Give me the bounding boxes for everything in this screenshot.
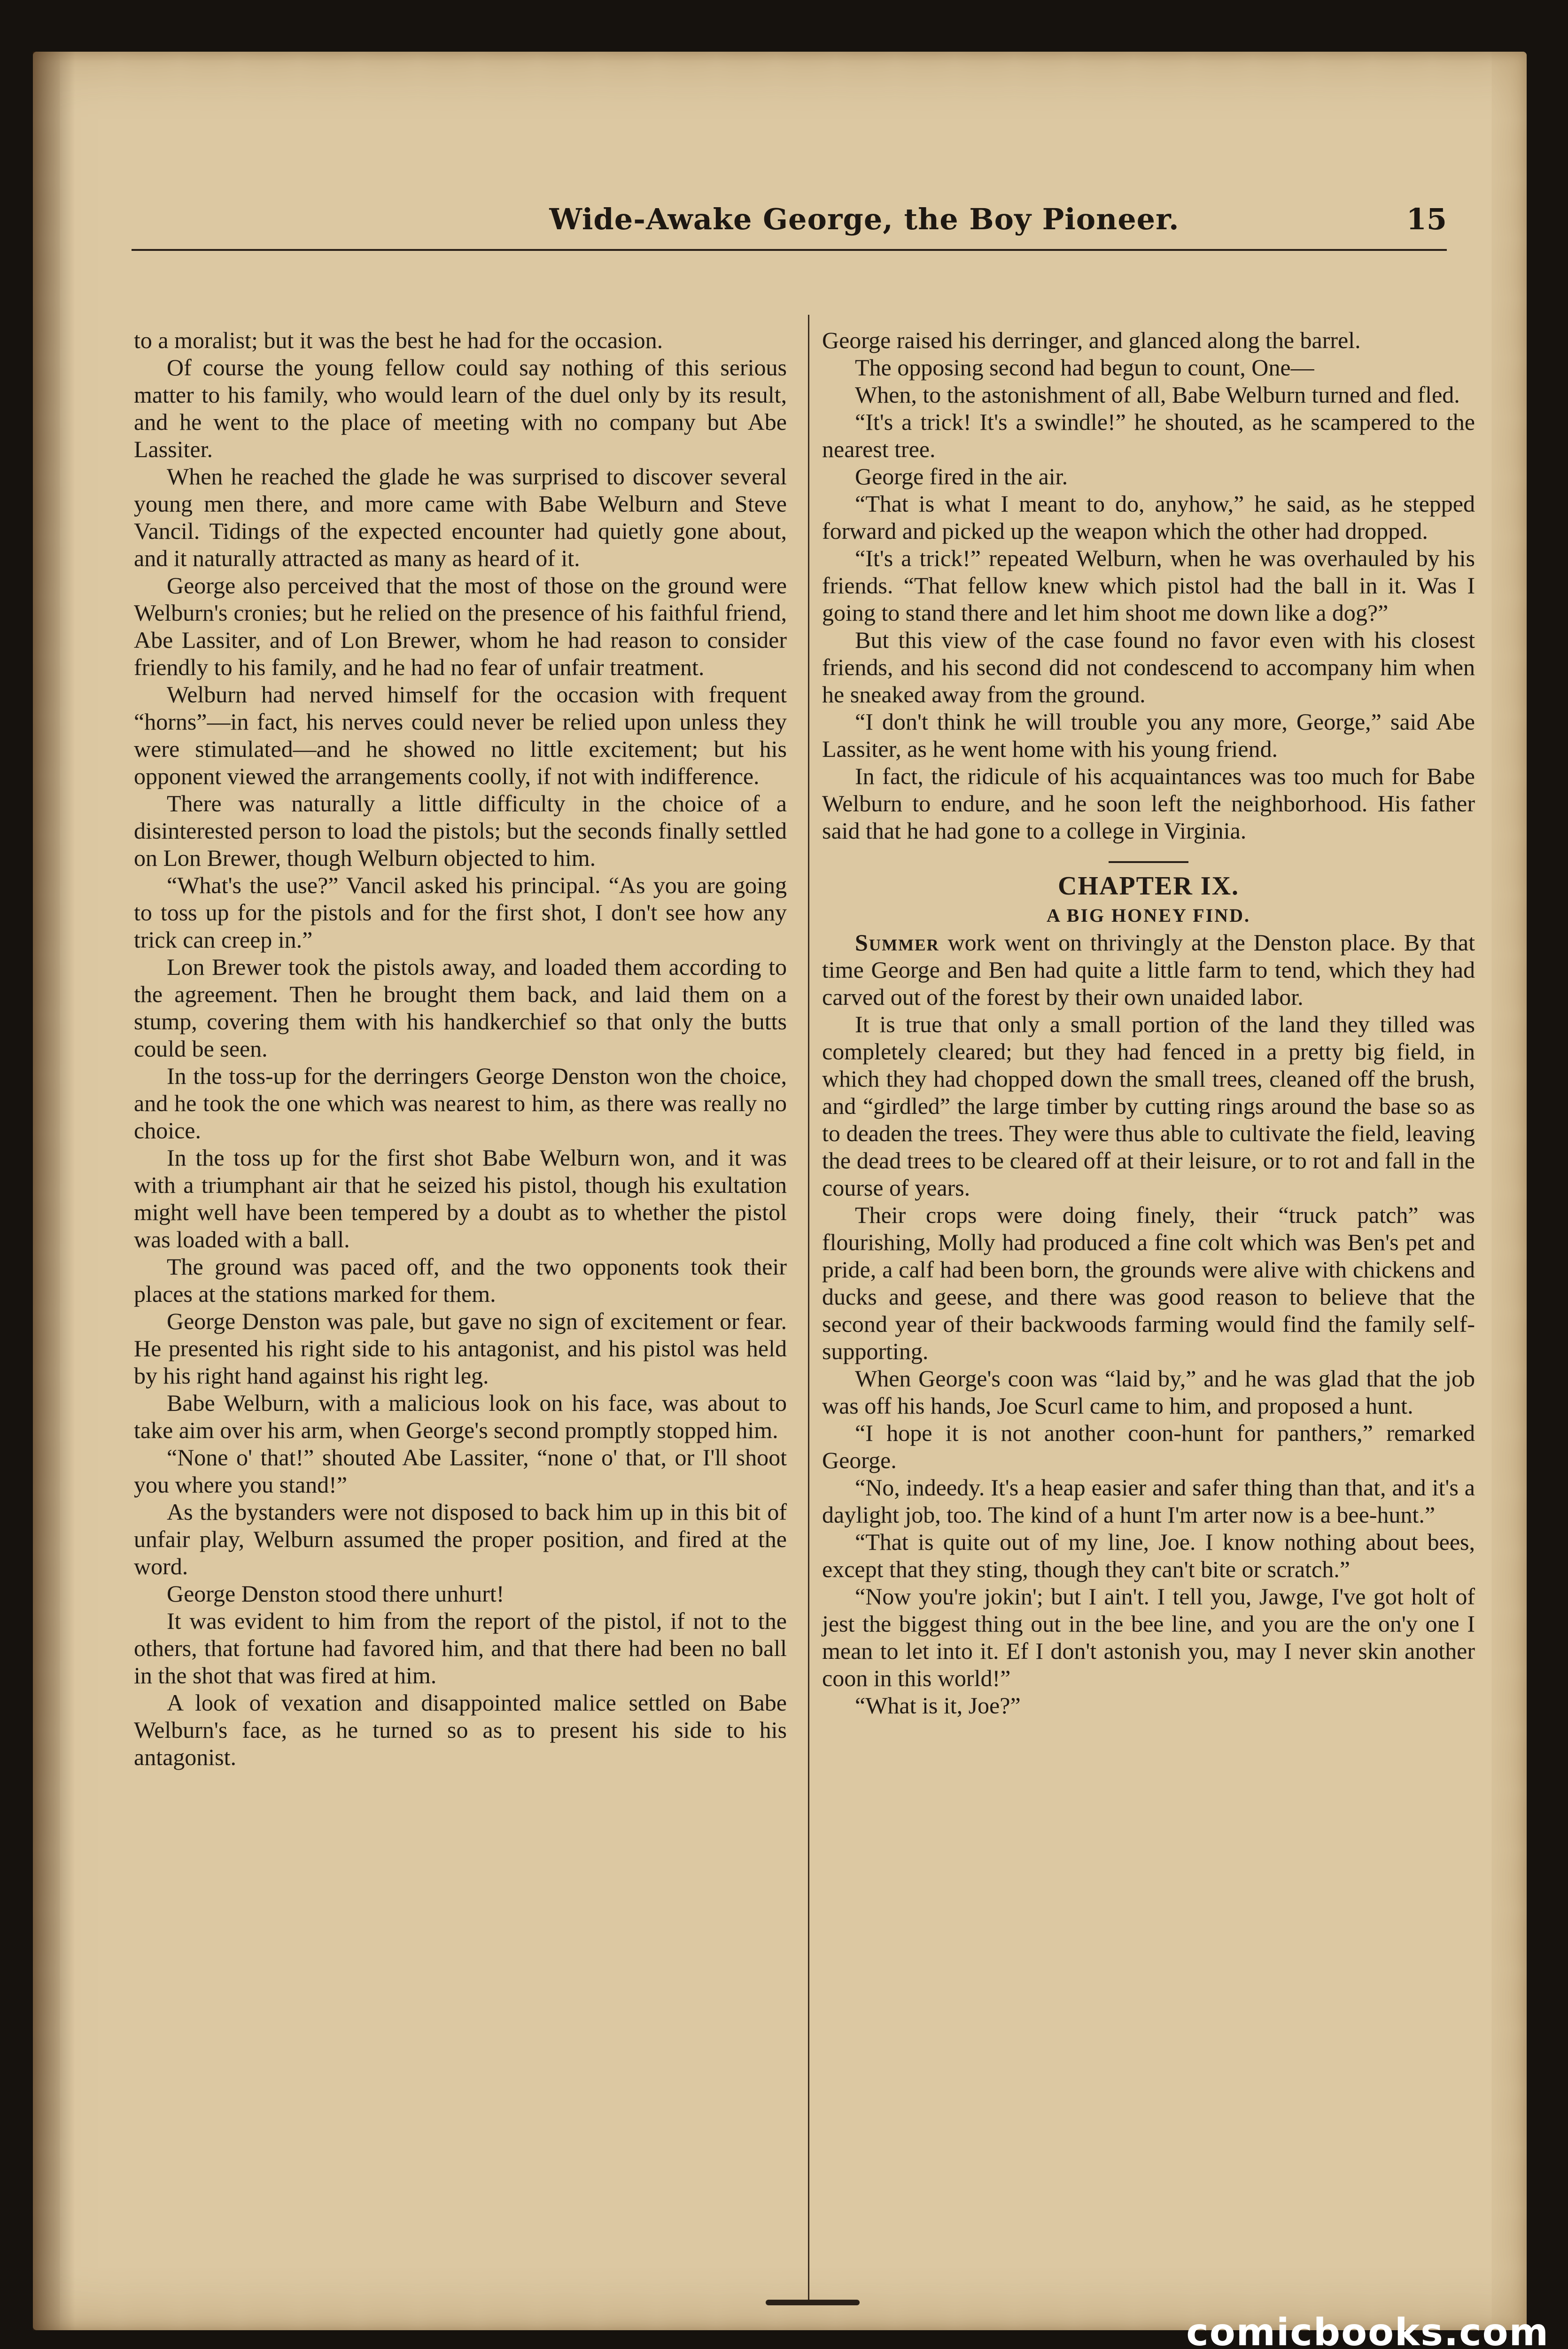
paragraph: “None o' that!” shouted Abe Lassiter, “none o' that, or I'll shoot you where you stand!”	[134, 1444, 787, 1498]
paragraph: “What's the use?” Vancil asked his principal. “As you are going to toss up for the pistols and for the first shot, I don't see how any trick can creep in.”	[134, 872, 787, 953]
paragraph: The opposing second had begun to count, One—	[855, 354, 1314, 381]
paragraph: It is true that only a small portion of the land they tilled was completely cleared; but they had fenced in a pretty big field, in which they had chopped down the small trees, cleaned off the brush, and “girdled” the large timber by cutting rings around the base so as to deaden the trees. They were thus able to cultivate the field, leaving the dead trees to be cleared off at their leisure, or to rot and fall in the course of years.	[822, 1011, 1475, 1201]
left-column	[134, 327, 787, 1771]
watermark: comicbooks.com	[1186, 2310, 1549, 2349]
paragraph: There was naturally a little difficulty in the choice of a disinterested person to load the pistols; but the seconds finally settled on Lon Brewer, though Welburn objected to him.	[134, 790, 787, 871]
chapter-rule	[1109, 861, 1188, 863]
paragraph: When he reached the glade he was surprised to discover several young men there, and more came with Babe Welburn and Steve Vancil. Tidings of the expected encounter had quietly gone about, and it naturally attracted as many as heard of it.	[134, 463, 787, 571]
paragraph: But this view of the case found no favor even with his closest friends, and his second did not condescend to accompany him when he sneaked away from the ground.	[822, 627, 1475, 708]
paragraph: Welburn had nerved himself for the occasion with frequent “horns”—in fact, his nerves could never be relied upon unless they were stimulated—and he showed no little excitement; but his opponent viewed the arrangements coolly, if not with indifference.	[134, 681, 787, 789]
paragraph: “I hope it is not another coon-hunt for panthers,” remarked George.	[822, 1420, 1475, 1473]
paragraph: George fired in the air.	[855, 463, 1068, 490]
paragraph: George raised his derringer, and glanced along the barrel.	[822, 327, 1361, 353]
paragraph: “That is what I meant to do, anyhow,” he said, as he stepped forward and picked up the weapon which the other had dropped.	[822, 490, 1475, 544]
paragraph: A look of vexation and disappointed malice settled on Babe Welburn's face, as he turned so as to present his side to his antagonist.	[134, 1689, 787, 1770]
paragraph: “What is it, Joe?”	[855, 1692, 1021, 1719]
column-divider	[808, 315, 809, 2302]
paragraph: “That is quite out of my line, Joe. I know nothing about bees, except that they sting, though they can't bite or scratch.”	[822, 1529, 1475, 1582]
chapter-opening-text: work went on thrivingly at the Denston place. By that time George and Ben had quite a little farm to tend, which they had carved out of the forest by their own unaided labor.	[822, 929, 1475, 1010]
book-page	[33, 52, 1527, 2330]
paragraph: The ground was paced off, and the two opponents took their places at the stations marked for them.	[134, 1253, 787, 1307]
chapter-opening-paragraph	[822, 929, 1475, 1011]
paragraph: to a moralist; but it was the best he had for the occasion.	[134, 327, 663, 353]
chapter-subtitle: A BIG HONEY FIND.	[1046, 905, 1250, 926]
paragraph: “Now you're jokin'; but I ain't. I tell you, Jawge, I've got holt of jest the biggest thing out in the bee line, and you are the on'y one I mean to let into it. Ef I don't astonish you, may I never skin another coon in this world!”	[822, 1583, 1475, 1691]
chapter-first-word: Summer	[855, 929, 939, 956]
paragraph: In the toss-up for the derringers George Denston won the choice, and he took the one which was nearest to him, as there was really no choice.	[134, 1063, 787, 1143]
header-rule	[132, 249, 1447, 251]
paragraph: In fact, the ridicule of his acquaintances was too much for Babe Welburn to endure, and he soon left the neighborhood. His father said that he had gone to a college in Virginia.	[822, 763, 1475, 844]
paragraph: “No, indeedy. It's a heap easier and safer thing than that, and it's a daylight job, too. The kind of a hunt I'm arter now is a bee-hunt.”	[822, 1474, 1475, 1528]
page-number: 15	[1406, 202, 1447, 236]
paragraph: Of course the young fellow could say nothing of this serious matter to his family, who would learn of the duel only by its result, and he went to the place of meeting with no company but Abe Lassiter.	[134, 354, 787, 462]
right-column	[822, 327, 1475, 1719]
chapter-title: CHAPTER IX.	[1057, 871, 1240, 901]
paragraph: In the toss up for the first shot Babe Welburn won, and it was with a triumphant air that he seized his pistol, though his exultation might well have been tempered by a doubt as to whether the pistol was loaded with a ball.	[134, 1144, 787, 1252]
paragraph: When George's coon was “laid by,” and he was glad that the job was off his hands, Joe Scurl came to him, and proposed a hunt.	[822, 1365, 1475, 1419]
paragraph: Babe Welburn, with a malicious look on his face, was about to take aim over his arm, when George's second promptly stopped him.	[134, 1390, 787, 1443]
page-gutter-shadow	[33, 52, 75, 2330]
footer-ornament	[766, 2300, 860, 2305]
paragraph: Lon Brewer took the pistols away, and loaded them according to the agreement. Then he brought them back, and laid them on a stump, covering them with his handkerchief so that only the butts could be seen.	[134, 954, 787, 1062]
page-header	[132, 193, 1447, 263]
paragraph: George also perceived that the most of those on the ground were Welburn's cronies; but he relied on the presence of his faithful friend, Abe Lassiter, and of Lon Brewer, whom he had reason to consider friendly to his family, and he had no fear of unfair treatment.	[134, 572, 787, 680]
paragraph: George Denston was pale, but gave no sign of excitement or fear. He presented his right side to his antagonist, and his pistol was held by his right hand against his right leg.	[134, 1308, 787, 1389]
paragraph: Their crops were doing finely, their “truck patch” was flourishing, Molly had produced a fine colt which was Ben's pet and pride, a calf had been born, the grounds were alive with chickens and ducks and geese, and there was good reason to believe that the second year of their backwoods farming would find the family self-supporting.	[822, 1202, 1475, 1364]
paragraph: “I don't think he will trouble you any more, George,” said Abe Lassiter, as he went home with his young friend.	[822, 708, 1475, 762]
paragraph: As the bystanders were not disposed to back him up in this bit of unfair play, Welburn assumed the proper position, and fired at the word.	[134, 1499, 787, 1579]
paragraph: It was evident to him from the report of the pistol, if not to the others, that fortune had favored him, and that there had been no ball in the shot that was fired at him.	[134, 1608, 787, 1688]
running-title: Wide-Awake George, the Boy Pioneer.	[549, 202, 1180, 236]
paragraph: “It's a trick!” repeated Welburn, when he was overhauled by his friends. “That fellow knew which pistol had the ball in it. Was I going to stand there and let him shoot me down like a dog?”	[822, 545, 1475, 626]
paragraph: When, to the astonishment of all, Babe Welburn turned and fled.	[855, 381, 1460, 408]
paragraph: George Denston stood there unhurt!	[167, 1580, 505, 1607]
paragraph: “It's a trick! It's a swindle!” he shouted, as he scampered to the nearest tree.	[822, 409, 1475, 462]
